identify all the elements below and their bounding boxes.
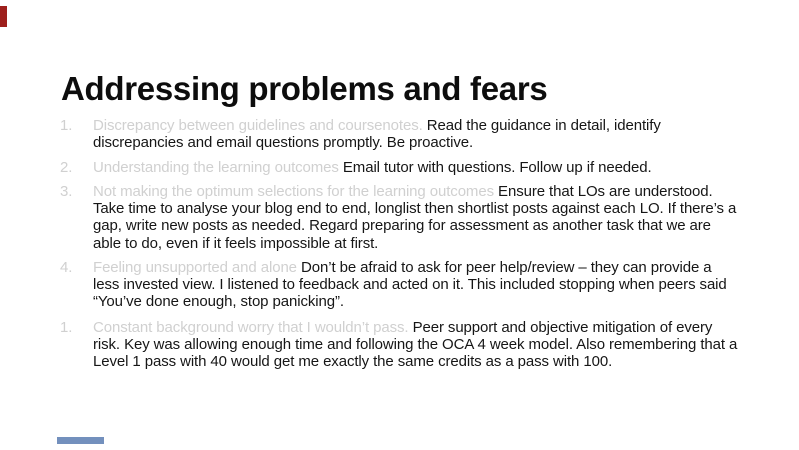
problem-text: Not making the optimum selections for the learning outcomes [93,182,494,200]
list-item-text [93,259,738,311]
problem-text: Constant background worry that I wouldn’t pass. [93,318,409,336]
problems-list [60,117,738,311]
list-item [60,319,738,371]
problem-text: Feeling unsupported and alone [93,258,297,276]
list-item [60,117,738,152]
list-item-text [93,159,738,176]
solution-text: Peer support and objective mitigation of every risk. Key was allowing enough time and following the OCA 4 week model. Also remembering that a Level 1 pass with 40 would get me exactly the same credits as a pass with 100. [93,318,738,370]
solution-text: Email tutor with questions. Follow up if needed. [342,158,652,176]
solution-text: Ensure that LOs are understood. Take time to analyse your blog end to end, longlist then shortlist posts against each LO. If there’s a gap, write new posts as needed. Regard preparing for assessment as another task that we are able to do, even if it feels impossible at first. [93,182,737,252]
top-left-accent-bar [0,6,7,27]
list-item [60,259,738,311]
problem-text: Discrepancy between guidelines and coursenotes. [93,117,423,134]
list-item-text [93,183,738,252]
bottom-accent-bar [57,437,104,444]
list-item-number: 4. [60,258,73,276]
solution-text: Read the guidance in detail, identify discrepancies and email questions promptly. Be proactive. [93,117,661,152]
list-item-text [93,117,738,152]
fears-list [60,319,738,371]
list-item-number: 2. [60,158,73,176]
list-item-number: 3. [60,182,73,200]
slide-title: Addressing problems and fears [61,70,548,108]
list-item-text [93,319,738,371]
list-item [60,183,738,252]
list-item-number: 1. [60,117,73,134]
problem-text: Understanding the learning outcomes [93,158,339,176]
solution-text: Don’t be afraid to ask for peer help/review – they can provide a less invested view. I listened to feedback and acted on it. This included stopping when peers said “You’ve done enough, stop panicking”. [93,258,727,311]
list-item [60,159,738,176]
list-item-number: 1. [60,318,73,336]
slide-body [60,117,738,377]
